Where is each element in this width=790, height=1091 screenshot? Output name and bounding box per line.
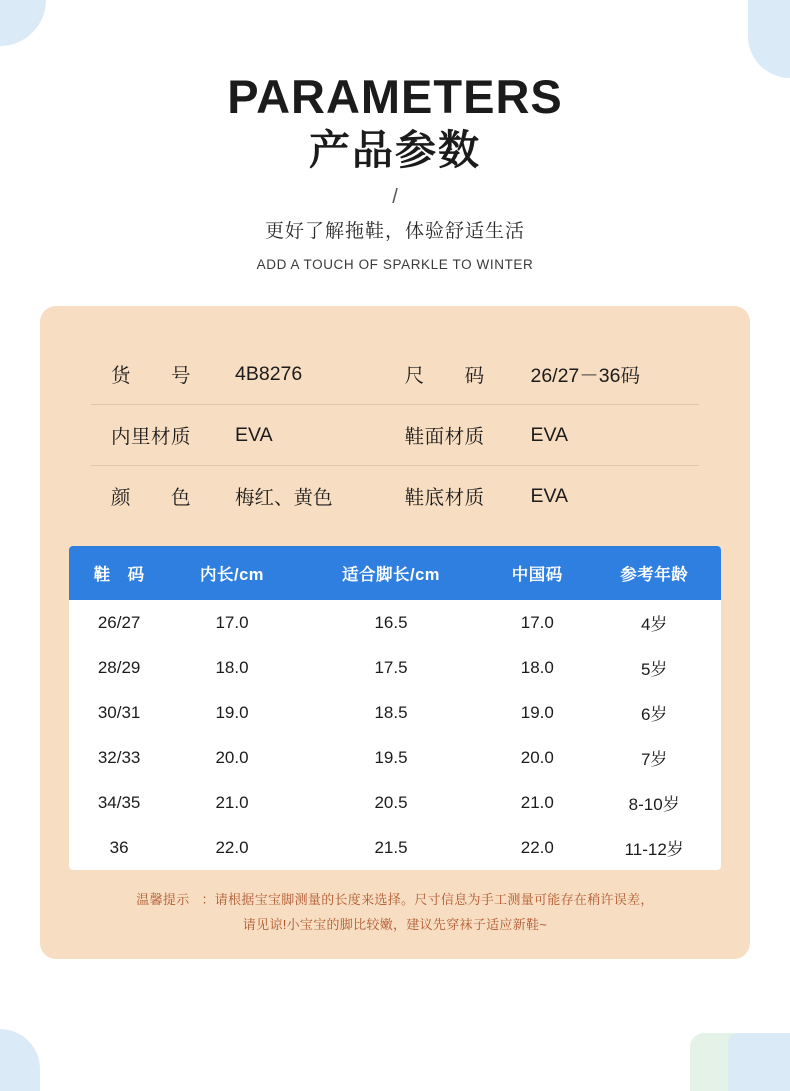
cell-foot-length: 20.5 [374,792,408,812]
note-line-2: 请见谅!小宝宝的脚比较嫩，建议先穿袜子适应新鞋~ [242,916,548,932]
size-chart-header-row [69,546,721,600]
cell-reference-age: 4岁 [640,615,668,635]
table-row [91,344,699,405]
table-row [69,780,721,825]
cell-inner-length: 22.0 [215,837,249,857]
spec-label-sole-material: 鞋底材质 [404,487,485,510]
page-title-chinese: 产品参数 [309,126,481,173]
cell-reference-age: 6岁 [640,705,668,725]
page-header [0,0,790,272]
spec-label-upper-material: 鞋面材质 [405,405,531,466]
page-title-english: PARAMETERS [227,70,563,123]
cell-foot-length: 16.5 [374,612,408,632]
warm-tip-note [75,888,715,937]
cell-inner-length: 19.0 [215,702,249,722]
specification-table [91,344,699,526]
cell-china-size: 21.0 [520,792,554,812]
spec-label-item-number: 货 号 [91,344,235,405]
table-row [69,825,721,870]
cell-inner-length: 18.0 [215,657,249,677]
spec-value-color: 梅红、黄色 [235,487,333,510]
cell-foot-length: 17.5 [374,657,408,677]
cell-foot-length: 18.5 [374,702,408,722]
cell-reference-age: 8-10岁 [628,795,680,815]
cell-china-size: 22.0 [520,837,554,857]
cell-china-size: 18.0 [520,657,554,677]
spec-value-upper-material: EVA [530,405,699,466]
cell-shoe-size: 26/27 [97,612,141,632]
cell-shoe-size: 34/35 [97,792,141,812]
cell-china-size: 19.0 [520,702,554,722]
cell-inner-length: 21.0 [215,792,249,812]
cell-inner-length: 17.0 [215,612,249,632]
table-row [69,600,721,645]
cell-china-size: 17.0 [520,612,554,632]
spec-value-item-number: 4B8276 [235,344,405,405]
table-row [69,735,721,780]
size-chart-header-china-size: 中国码 [487,546,587,600]
note-line-1: ：请根据宝宝脚测量的长度来选择。尺寸信息为手工测量可能存在稍许误差， [201,892,654,908]
divider-slash: / [392,186,398,209]
cell-foot-length: 19.5 [374,747,408,767]
cell-reference-age: 5岁 [640,660,668,680]
note-label: 温馨提示 [136,892,190,908]
size-chart-header-inner-length: 内长/cm [169,546,295,600]
table-row [69,645,721,690]
parameters-card [40,306,750,959]
spec-label-color: 颜 色 [111,487,192,510]
cell-inner-length: 20.0 [215,747,249,767]
cell-shoe-size: 36 [109,837,129,857]
subtitle-chinese: 更好了解拖鞋，体验舒适生活 [264,221,525,243]
table-row [91,405,699,466]
spec-label-size: 尺 码 [405,344,531,405]
spec-value-lining-material: EVA [235,405,405,466]
cell-reference-age: 7岁 [640,750,668,770]
size-chart-header-shoe-size: 鞋 码 [69,546,169,600]
size-chart-table [69,546,721,870]
size-chart-container [69,546,721,870]
size-chart-header-foot-length: 适合脚长/cm [295,546,487,600]
cell-china-size: 20.0 [520,747,554,767]
cell-shoe-size: 32/33 [97,747,141,767]
spec-value-sole-material: EVA [530,484,569,507]
cell-shoe-size: 30/31 [97,702,141,722]
table-row [91,466,699,527]
subtitle-english: ADD A TOUCH OF SPARKLE TO WINTER [256,257,534,273]
cell-foot-length: 21.5 [374,837,408,857]
size-chart-header-reference-age: 参考年龄 [587,546,721,600]
cell-reference-age: 11-12岁 [624,840,684,860]
table-row [69,690,721,735]
cell-shoe-size: 28/29 [97,657,141,677]
spec-value-size: 26/27－36码 [530,344,699,405]
spec-label-lining-material: 内里材质 [91,405,235,466]
